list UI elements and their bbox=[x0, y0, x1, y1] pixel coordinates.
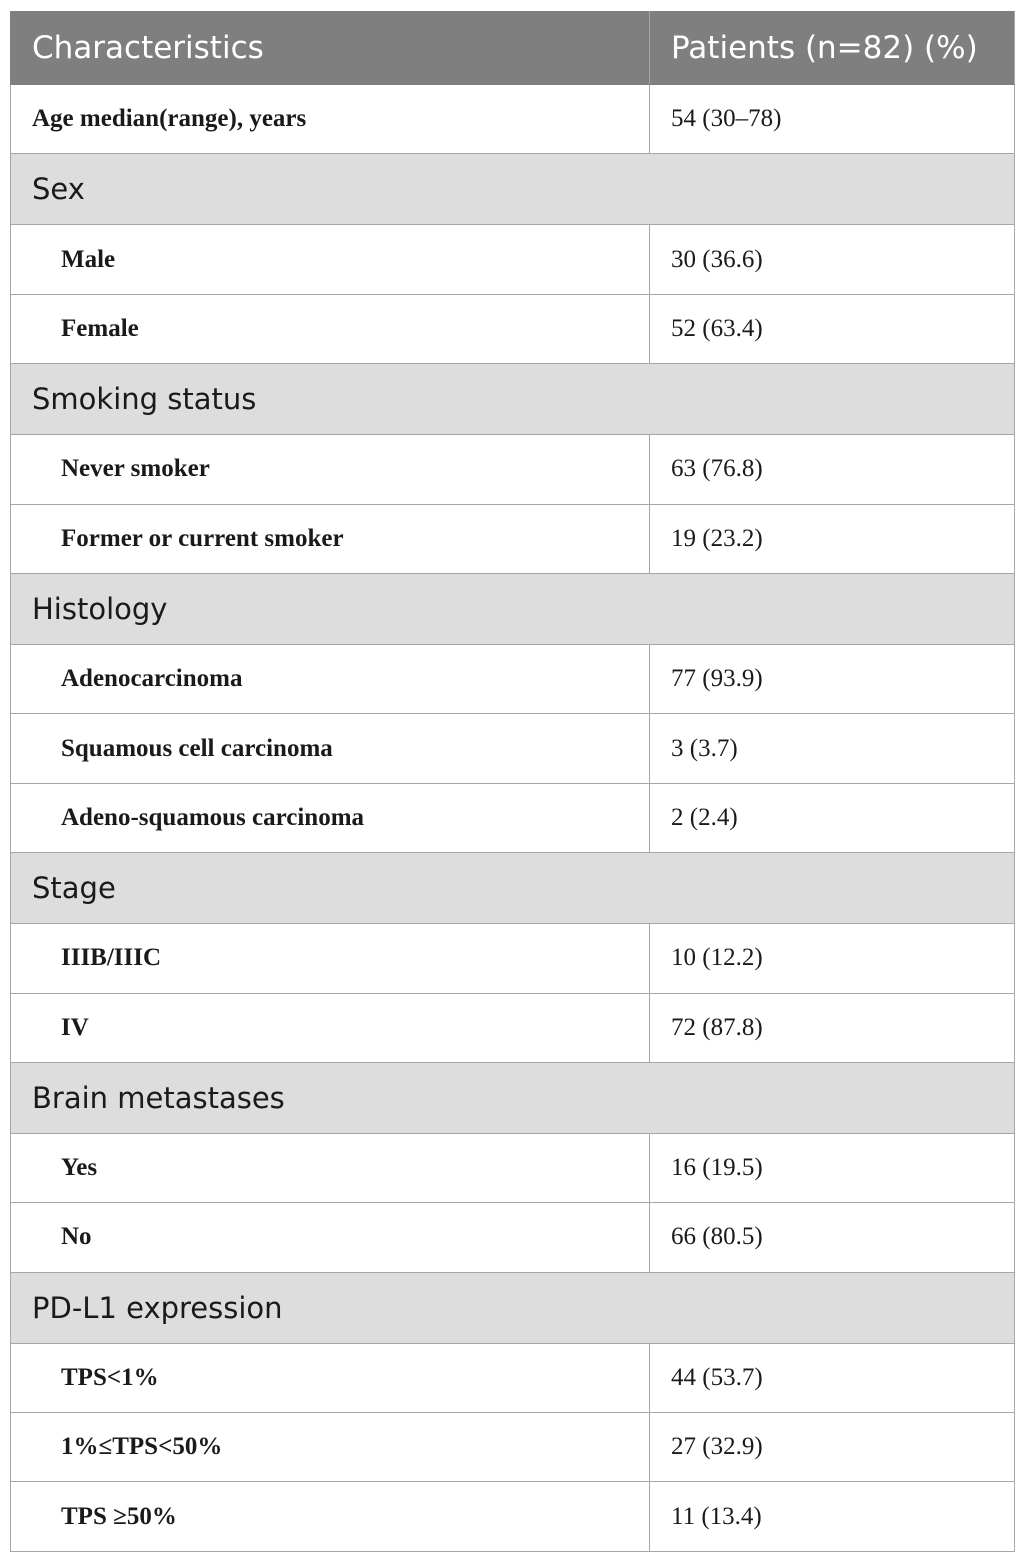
group-row-smoking-status bbox=[11, 364, 1015, 435]
row-label: 1%≤TPS<50% bbox=[11, 1413, 650, 1482]
row-label: IIIB/IIIC bbox=[11, 924, 650, 993]
group-row-pd-l1-expression bbox=[11, 1272, 1015, 1343]
row-label: Never smoker bbox=[11, 435, 650, 504]
row-value: 27 (32.9) bbox=[650, 1413, 1015, 1482]
row-value: 10 (12.2) bbox=[650, 924, 1015, 993]
table-row bbox=[11, 504, 1015, 573]
row-label: Age median(range), years bbox=[11, 85, 650, 154]
row-label: IV bbox=[11, 993, 650, 1062]
row-label: TPS ≥50% bbox=[11, 1482, 650, 1551]
header-characteristics: Characteristics bbox=[11, 12, 650, 85]
table-row bbox=[11, 714, 1015, 783]
table-row bbox=[11, 1413, 1015, 1482]
table-row bbox=[11, 435, 1015, 504]
row-label: Male bbox=[11, 225, 650, 294]
header-patients: Patients (n=82) (%) bbox=[650, 12, 1015, 85]
row-value: 63 (76.8) bbox=[650, 435, 1015, 504]
group-title: Brain metastases bbox=[11, 1062, 1015, 1133]
row-value: 44 (53.7) bbox=[650, 1343, 1015, 1412]
table-row bbox=[11, 644, 1015, 713]
group-title: Sex bbox=[11, 154, 1015, 225]
group-title: PD-L1 expression bbox=[11, 1272, 1015, 1343]
table-row bbox=[11, 1133, 1015, 1202]
table-row bbox=[11, 1203, 1015, 1272]
group-title: Smoking status bbox=[11, 364, 1015, 435]
row-value: 2 (2.4) bbox=[650, 783, 1015, 852]
row-value: 16 (19.5) bbox=[650, 1133, 1015, 1202]
row-label: No bbox=[11, 1203, 650, 1272]
characteristics-table bbox=[10, 11, 1015, 1552]
table-row bbox=[11, 783, 1015, 852]
row-value: 72 (87.8) bbox=[650, 993, 1015, 1062]
group-row-stage bbox=[11, 853, 1015, 924]
row-value: 30 (36.6) bbox=[650, 225, 1015, 294]
row-label: TPS<1% bbox=[11, 1343, 650, 1412]
row-label: Former or current smoker bbox=[11, 504, 650, 573]
table-header-row bbox=[11, 12, 1015, 85]
row-value: 11 (13.4) bbox=[650, 1482, 1015, 1551]
row-value: 3 (3.7) bbox=[650, 714, 1015, 783]
row-label: Adeno-squamous carcinoma bbox=[11, 783, 650, 852]
group-title: Histology bbox=[11, 573, 1015, 644]
row-value: 66 (80.5) bbox=[650, 1203, 1015, 1272]
table-row bbox=[11, 1482, 1015, 1551]
table-row bbox=[11, 225, 1015, 294]
row-value: 19 (23.2) bbox=[650, 504, 1015, 573]
group-title: Stage bbox=[11, 853, 1015, 924]
group-row-histology bbox=[11, 573, 1015, 644]
group-row-sex bbox=[11, 154, 1015, 225]
table-row bbox=[11, 993, 1015, 1062]
table-row bbox=[11, 924, 1015, 993]
row-label: Squamous cell carcinoma bbox=[11, 714, 650, 783]
table-row bbox=[11, 1343, 1015, 1412]
group-row-brain-metastases bbox=[11, 1062, 1015, 1133]
row-label: Adenocarcinoma bbox=[11, 644, 650, 713]
row-label: Yes bbox=[11, 1133, 650, 1202]
row-label: Female bbox=[11, 294, 650, 363]
row-value: 54 (30–78) bbox=[650, 85, 1015, 154]
table-row bbox=[11, 294, 1015, 363]
row-value: 77 (93.9) bbox=[650, 644, 1015, 713]
row-value: 52 (63.4) bbox=[650, 294, 1015, 363]
table-row-age bbox=[11, 85, 1015, 154]
